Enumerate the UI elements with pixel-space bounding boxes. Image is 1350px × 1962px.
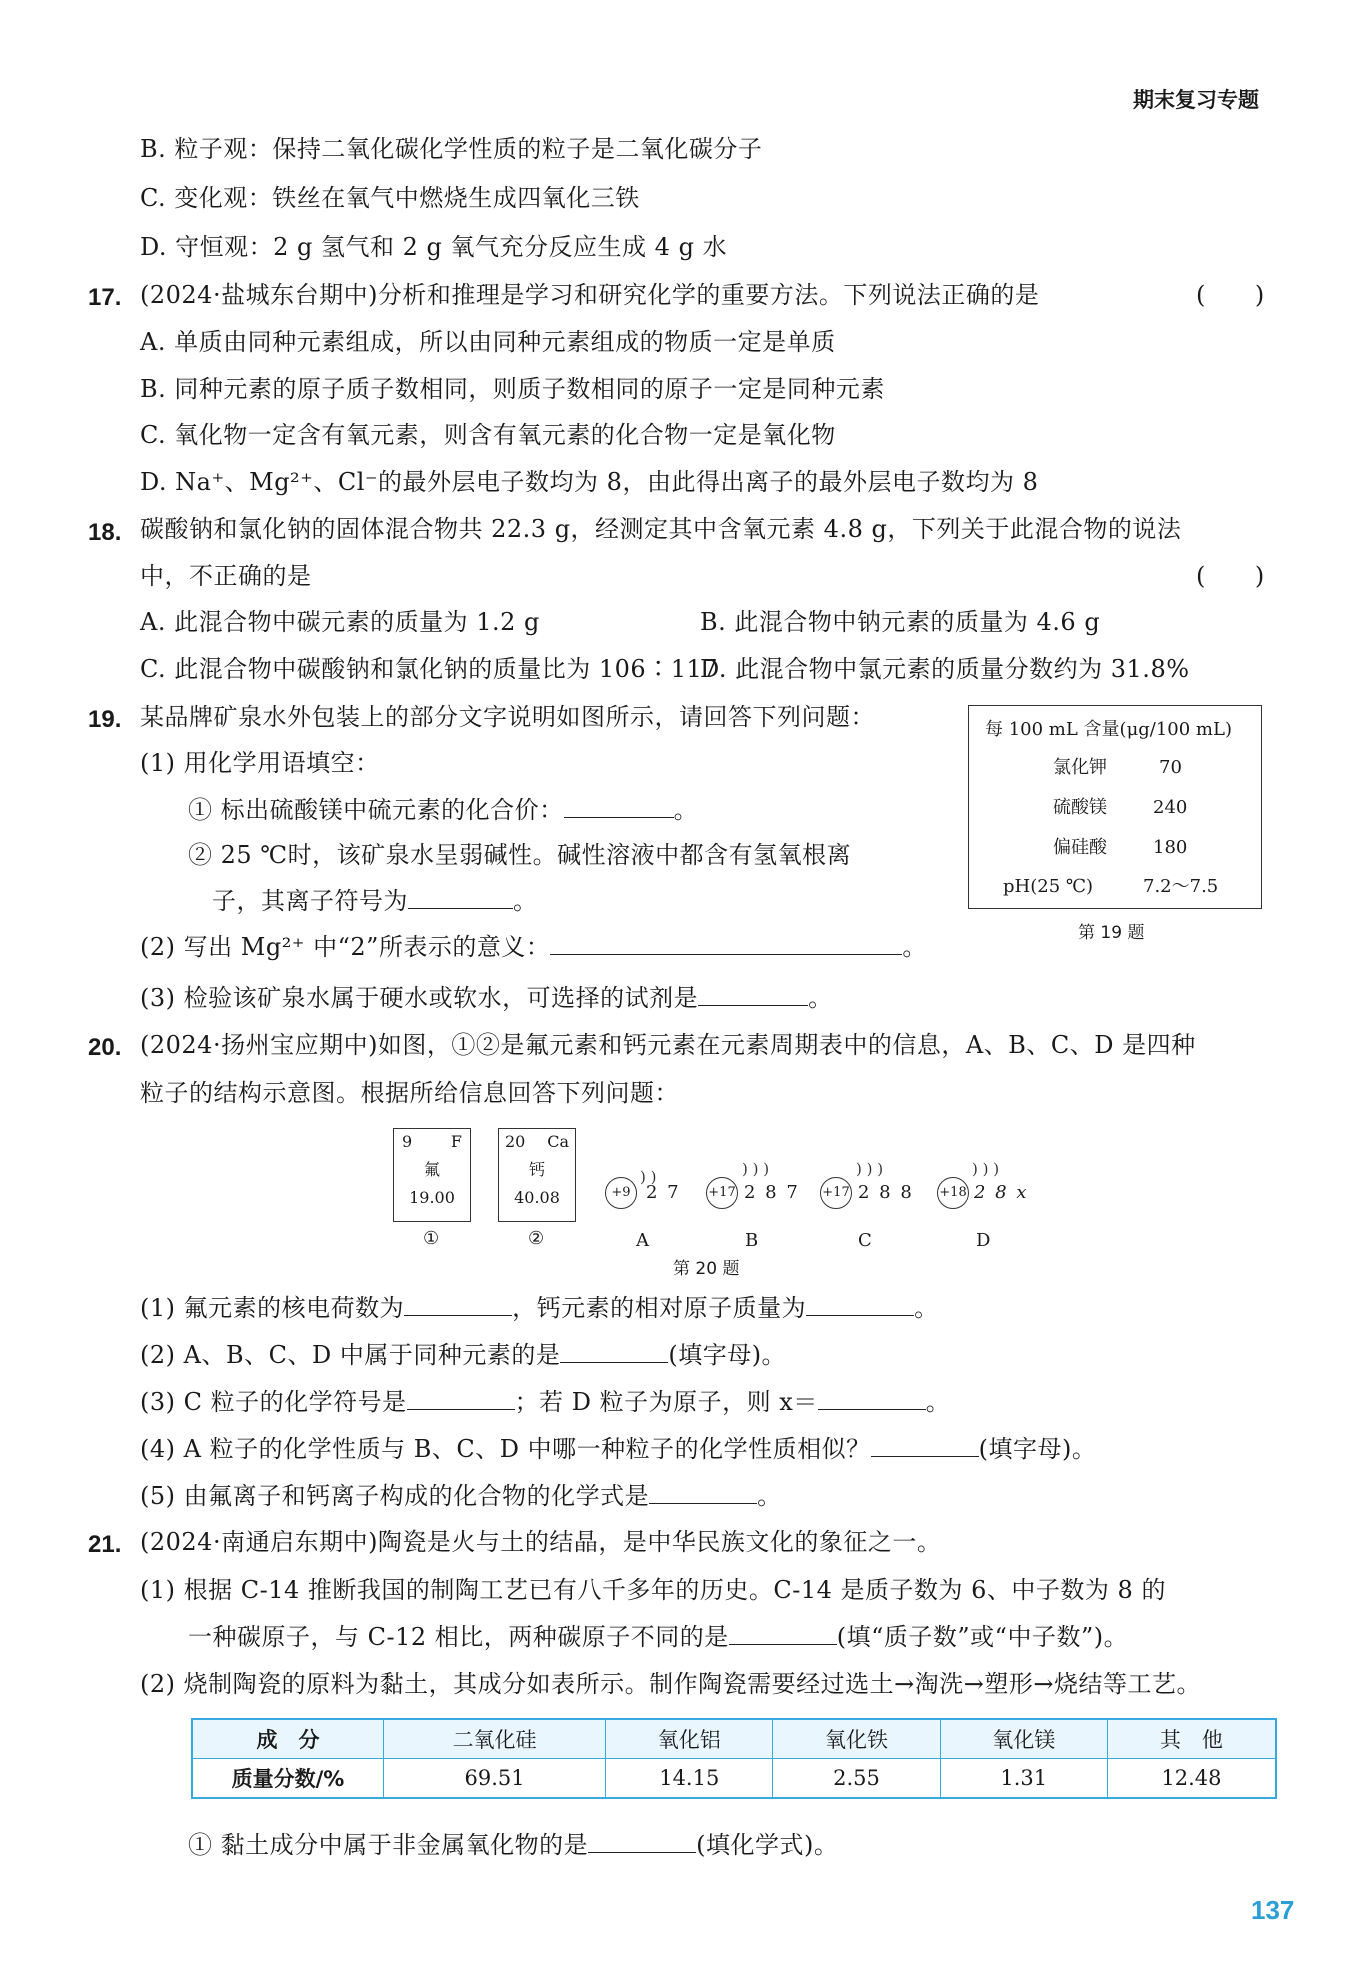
table-cell: 氧化铝 (606, 1719, 773, 1759)
shell-electrons: 2 8 x (974, 1182, 1029, 1203)
atomic-mass: 19.00 (409, 1188, 455, 1207)
table-cell: 1.31 (940, 1759, 1107, 1799)
q18-option-b: B. 此混合物中钠元素的质量为 4.6 g (700, 608, 1101, 636)
q21-stem: (2024·南通启东期中)陶瓷是火与土的结晶，是中华民族文化的象征之一。 (140, 1528, 942, 1556)
q18-stem-line1: 碳酸钠和氯化钠的固体混合物共 22.3 g，经测定其中含氧元素 4.8 g，下列关于此混合物的说法 (140, 515, 1182, 543)
q16-option-c: C. 变化观：铁丝在氧气中燃烧生成四氧化三铁 (140, 184, 640, 212)
particle-tag: A (636, 1230, 649, 1251)
q21-part2: (2) 烧制陶瓷的原料为黏土，其成分如表所示。制作陶瓷需要经过选土→淘洗→塑形→烧结等工艺。 (140, 1670, 1201, 1698)
shell-electrons: 2 8 8 (858, 1182, 914, 1203)
q19-number: 19. (88, 706, 122, 733)
q21-part2a-text: ① 黏土成分中属于非金属氧化物的是 (188, 1831, 589, 1859)
label-title: 每 100 mL 含量(μg/100 mL) (985, 719, 1232, 740)
element-tag: ① (423, 1228, 440, 1249)
element-tag: ② (528, 1228, 545, 1249)
q17-option-c: C. 氧化物一定含有氧元素，则含有氧元素的化合物一定是氧化物 (140, 421, 836, 449)
page-number: 137 (1251, 1895, 1295, 1925)
label-row-name: 氯化钾 (1053, 757, 1107, 778)
particle-tag: C (858, 1230, 872, 1251)
q20-part4-end: (填字母)。 (978, 1435, 1097, 1463)
q19-part1a-blank[interactable] (564, 795, 674, 818)
q19-part3-text: (3) 检验该矿泉水属于硬水或软水，可选择的试剂是 (140, 984, 699, 1012)
q20-stem-line2: 粒子的结构示意图。根据所给信息回答下列问题： (140, 1079, 679, 1107)
label-row-name: 硫酸镁 (1053, 797, 1107, 818)
q20-part1 (140, 1293, 939, 1323)
q18-option-c: C. 此混合物中碳酸钠和氯化钠的质量比为 106∶117 (140, 655, 719, 683)
q19-figure-caption: 第 19 题 (1078, 923, 1145, 943)
q20-part4 (140, 1434, 1096, 1464)
q18-option-a: A. 此混合物中碳元素的质量为 1.2 g (140, 608, 540, 636)
label-row-name: pH(25 ℃) (1003, 876, 1094, 897)
q20-part5 (140, 1481, 782, 1511)
q17-stem: (2024·盐城东台期中)分析和推理是学习和研究化学的重要方法。下列说法正确的是 (140, 281, 1040, 309)
q20-part1-blank1[interactable] (404, 1293, 512, 1316)
q19-part1a (188, 795, 698, 825)
shell-arcs: ) ) (640, 1168, 657, 1186)
q17-option-a: A. 单质由同种元素组成，所以由同种元素组成的物质一定是单质 (140, 328, 836, 356)
q19-part2 (140, 932, 927, 962)
q19-part3-blank[interactable] (698, 983, 808, 1006)
atomic-number: 9 (402, 1132, 413, 1151)
q19-part2-end: 。 (902, 933, 927, 961)
element-cell-calcium (498, 1128, 576, 1222)
q20-part1-blank2[interactable] (806, 1293, 914, 1316)
q16-option-b: B. 粒子观：保持二氧化碳化学性质的粒子是二氧化碳分子 (140, 135, 763, 163)
q19-stem: 某品牌矿泉水外包装上的部分文字说明如图所示，请回答下列问题： (140, 703, 875, 731)
q20-number: 20. (88, 1034, 122, 1061)
q19-part3-end: 。 (808, 984, 833, 1012)
q17-option-b: B. 同种元素的原子质子数相同，则质子数相同的原子一定是同种元素 (140, 375, 885, 403)
q19-part1b: ② 25 ℃时，该矿泉水呈弱碱性。碱性溶液中都含有氢氧根离 (188, 841, 852, 869)
atomic-number: 20 (505, 1132, 526, 1151)
q19-part1b-blank[interactable] (408, 886, 513, 909)
q20-part3-blank1[interactable] (407, 1387, 515, 1410)
q21-part1-line2 (188, 1622, 1128, 1652)
element-name: 钙 (528, 1160, 545, 1179)
particle-tag: D (976, 1230, 991, 1251)
table-row (192, 1759, 1276, 1799)
q20-part5-end: 。 (757, 1482, 782, 1510)
q20-part1-end: 。 (914, 1294, 939, 1322)
q21-part1: (1) 根据 C-14 推断我国的制陶工艺已有八千多年的历史。C-14 是质子数为 6、中子数为 8 的 (140, 1576, 1166, 1604)
label-row-value: 7.2～7.5 (1143, 876, 1219, 897)
q21-number: 21. (88, 1531, 122, 1558)
element-symbol: Ca (547, 1132, 569, 1151)
label-row-value: 240 (1153, 797, 1188, 818)
q21-part2a (188, 1830, 838, 1860)
table-cell: 69.51 (384, 1759, 606, 1799)
element-symbol: F (450, 1132, 462, 1151)
nucleus: +17 (820, 1177, 852, 1209)
q19-part3 (140, 983, 833, 1013)
q17-option-d: D. Na⁺、Mg²⁺、Cl⁻的最外层电子数均为 8，由此得出离子的最外层电子数均为 8 (140, 468, 1039, 496)
label-row-name: 偏硅酸 (1053, 837, 1107, 858)
clay-composition-table (191, 1718, 1277, 1799)
nucleus: +17 (706, 1177, 738, 1209)
table-cell: 12.48 (1107, 1759, 1276, 1799)
q18-stem-line2: 中，不正确的是 (140, 562, 312, 590)
nucleus: +18 (937, 1177, 969, 1209)
q18-option-d: D. 此混合物中氯元素的质量分数约为 31.8% (700, 655, 1190, 683)
q20-part4-text: (4) A 粒子的化学性质与 B、C、D 中哪一种粒子的化学性质相似？ (140, 1435, 871, 1463)
q19-part1b-line2 (212, 886, 538, 916)
q20-part3 (140, 1387, 950, 1417)
table-cell: 14.15 (606, 1759, 773, 1799)
table-cell: 氧化铁 (773, 1719, 940, 1759)
q20-part2-text: (2) A、B、C、D 中属于同种元素的是 (140, 1341, 561, 1369)
label-row-value: 70 (1159, 757, 1182, 778)
q19-part2-blank[interactable] (550, 932, 902, 955)
q18-number: 18. (88, 519, 122, 546)
q21-part2a-blank[interactable] (588, 1830, 696, 1853)
shell-arcs: ) ) ) (972, 1160, 1000, 1178)
q20-part2-blank[interactable] (560, 1340, 668, 1363)
label-row-value: 180 (1153, 837, 1188, 858)
section-header: 期末复习专题 (1133, 88, 1259, 112)
q19-part1b2-end: 。 (513, 887, 538, 915)
q21-part1b-text: 一种碳原子，与 C-12 相比，两种碳原子不同的是 (188, 1623, 729, 1651)
q19-part2-text: (2) 写出 Mg²⁺ 中“2”所表示的意义： (140, 933, 551, 961)
particle-tag: B (745, 1230, 759, 1251)
q19-part1a-end: 。 (673, 796, 699, 824)
q19-part1a-text: ① 标出硫酸镁中硫元素的化合价： (188, 796, 564, 824)
q21-part2a-end: (填化学式)。 (696, 1831, 839, 1859)
table-cell: 二氧化硅 (384, 1719, 606, 1759)
q20-part5-text: (5) 由氟离子和钙离子构成的化合物的化学式是 (140, 1482, 650, 1510)
q20-part3-blank2[interactable] (818, 1387, 926, 1410)
q19-part1b2-text: 子，其离子符号为 (212, 887, 408, 915)
shell-electrons: 2 8 7 (744, 1182, 800, 1203)
q20-part1-text: (1) 氟元素的核电荷数为 (140, 1294, 405, 1322)
shell-electrons: 2 7 (646, 1182, 681, 1203)
q20-part3-text: (3) C 粒子的化学符号是 (140, 1388, 407, 1416)
q20-part1-mid: ，钙元素的相对原子质量为 (512, 1294, 807, 1322)
atomic-mass: 40.08 (514, 1188, 560, 1207)
q20-part5-blank[interactable] (649, 1481, 757, 1504)
table-header-cell: 质量分数/% (192, 1759, 384, 1799)
element-name: 氟 (423, 1160, 440, 1179)
table-cell: 其 他 (1107, 1719, 1276, 1759)
q20-part2 (140, 1340, 786, 1370)
q20-part3-end: 。 (925, 1388, 951, 1416)
shell-arcs: ) ) ) (742, 1160, 770, 1178)
table-cell: 2.55 (773, 1759, 940, 1799)
q21-part1-blank[interactable] (729, 1622, 837, 1645)
table-row (192, 1719, 1276, 1759)
q18-answer-paren[interactable]: ( ) (1196, 562, 1265, 590)
q20-part3-mid: ；若 D 粒子为原子，则 x＝ (514, 1388, 818, 1416)
q19-part1: (1) 用化学用语填空： (140, 749, 380, 777)
q17-answer-paren[interactable]: ( ) (1196, 281, 1265, 309)
q20-figure-caption: 第 20 题 (673, 1259, 740, 1279)
table-cell: 氧化镁 (940, 1719, 1107, 1759)
nucleus: +9 (605, 1177, 637, 1209)
q20-part2-end: (填字母)。 (668, 1341, 787, 1369)
shell-arcs: ) ) ) (856, 1160, 884, 1178)
q16-option-d: D. 守恒观：2 g 氢气和 2 g 氧气充分反应生成 4 g 水 (140, 233, 728, 261)
table-header-cell: 成 分 (192, 1719, 384, 1759)
q21-part1b-end: (填“质子数”或“中子数”)。 (836, 1623, 1129, 1651)
q20-stem-line1: (2024·扬州宝应期中)如图，①②是氟元素和钙元素在元素周期表中的信息，A、B、C、D 是四种 (140, 1031, 1196, 1059)
q17-number: 17. (88, 284, 122, 311)
mineral-water-label (968, 705, 1262, 909)
q20-part4-blank[interactable] (871, 1434, 979, 1457)
element-cell-fluorine (393, 1128, 471, 1222)
